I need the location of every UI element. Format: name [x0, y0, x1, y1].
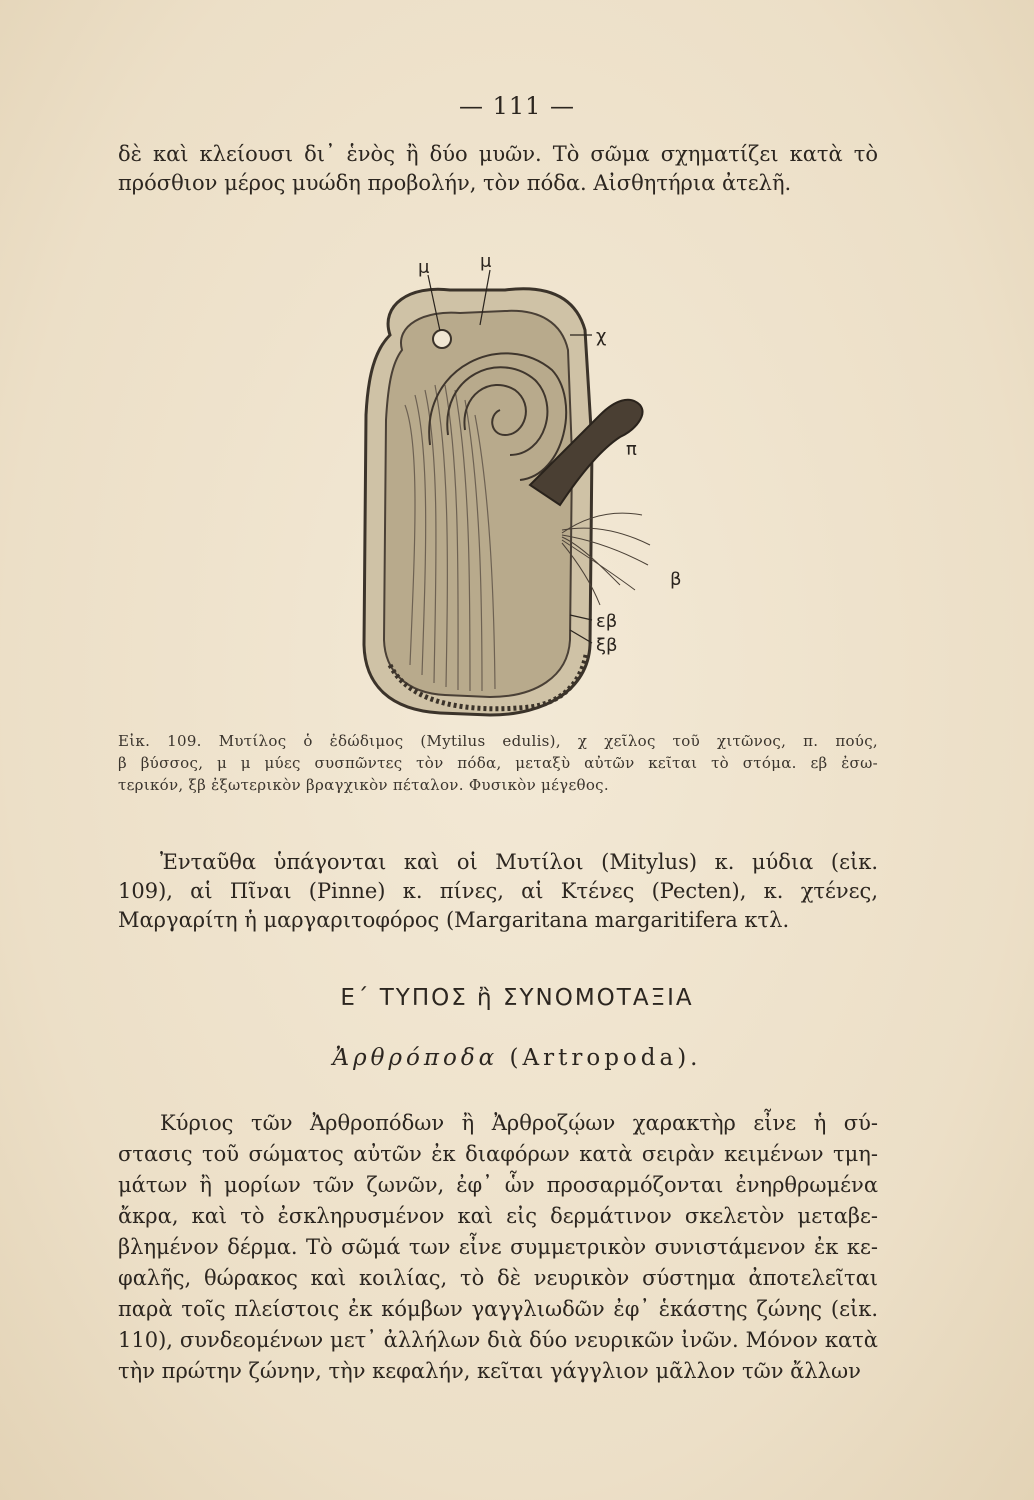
label-epsilon-beta: εβ	[596, 611, 618, 632]
text-line: τὴν πρώτην ζώνην, τὴν κεφαλήν, κεῖται γάγγλιον μᾶλλον τῶν ἄλλων	[118, 1359, 861, 1383]
text-line: Ἐνταῦθα ὑπάγονται καὶ οἱ Μυτίλοι (Mitylus) κ. μύδια (εἰκ.	[160, 850, 878, 874]
label-chi: χ	[596, 326, 607, 347]
body-paragraph	[118, 1108, 878, 1387]
label-mu-2: μ	[480, 251, 492, 272]
label-pi: π	[626, 439, 637, 460]
text-line: ἄκρα, καὶ τὸ ἐσκληρυσμένον καὶ εἰς δερμάτινον σκελετὸν μεταβε-	[118, 1204, 878, 1228]
text-line: βλημένον δέρμα. Τὸ σῶμά των εἶνε συμμετρικὸν συνιστάμενον ἐκ κε-	[118, 1235, 878, 1259]
label-xi-beta: ξβ	[596, 635, 618, 656]
mytilus-engraving	[330, 245, 690, 725]
label-beta: β	[670, 569, 682, 590]
section-subheading	[0, 1045, 1034, 1071]
text-line: Μαργαρίτη ἡ μαργαριτοφόρος (Margaritana margaritifera κτλ.	[118, 908, 790, 932]
subheading-latin: (Artropoda).	[509, 1045, 702, 1071]
text-line: 109), αἱ Πῖναι (Pinne) κ. πίνες, αἱ Κτένες (Pecten), κ. χτένες,	[118, 879, 878, 903]
label-mu-1: μ	[418, 257, 430, 278]
intro-paragraph	[118, 140, 878, 198]
text-line: πρόσθιον μέρος μυώδη προβολήν, τὸν πόδα. Αἰσθητήρια ἀτελῆ.	[118, 171, 792, 195]
figure-caption	[118, 730, 878, 796]
text-line: Κύριος τῶν Ἀρθροπόδων ἢ Ἀρθροζῴων χαρακτὴρ εἶνε ἡ σύ-	[160, 1111, 878, 1135]
text-line: δὲ καὶ κλείουσι δι᾽ ἑνὸς ἢ δύο μυῶν. Τὸ σῶμα σχηματίζει κατὰ τὸ	[118, 142, 878, 166]
caption-line: τερικόν, ξβ ἐξωτερικὸν βραγχικὸν πέταλον. Φυσικὸν μέγεθος.	[118, 776, 609, 794]
caption-line: β βύσσος, μ μ μύες συσπῶντες τὸν πόδα, μεταξὺ αὐτῶν κεῖται τὸ στόμα. εβ ἐσω-	[118, 754, 878, 772]
subheading-greek: Ἀρθρόποδα	[332, 1045, 499, 1071]
text-line: 110), συνδεομένων μετ᾽ ἀλλήλων διὰ δύο νευρικῶν ἰνῶν. Μόνον κατὰ	[118, 1328, 878, 1352]
caption-line: Εἰκ. 109. Μυτίλος ὁ ἐδώδιμος (Mytilus edulis), χ χεῖλος τοῦ χιτῶνος, π. πούς,	[118, 732, 878, 750]
section-heading: Ε΄ ΤΥΠΟΣ ἢ ΣΥΝΟΜΟΤΑΞΙΑ	[340, 985, 694, 1011]
text-line: μάτων ἢ μορίων τῶν ζωνῶν, ἐφ᾽ ὧν προσαρμόζονται ἐνηρθρωμένα	[118, 1173, 878, 1197]
species-paragraph	[118, 848, 878, 935]
page-number: — 111 —	[458, 92, 576, 120]
text-line: φαλῆς, θώρακος καὶ κοιλίας, τὸ δὲ νευρικὸν σύστημα ἀποτελεῖται	[118, 1266, 878, 1290]
text-line: στασις τοῦ σώματος αὐτῶν ἐκ διαφόρων κατὰ σειρὰν κειμένων τμη-	[118, 1142, 878, 1166]
text-line: παρὰ τοῖς πλείστοις ἐκ κόμβων γαγγλιωδῶν ἐφ᾽ ἑκάστης ζώνης (εἰκ.	[118, 1297, 878, 1321]
mussel-illustration	[330, 245, 690, 725]
